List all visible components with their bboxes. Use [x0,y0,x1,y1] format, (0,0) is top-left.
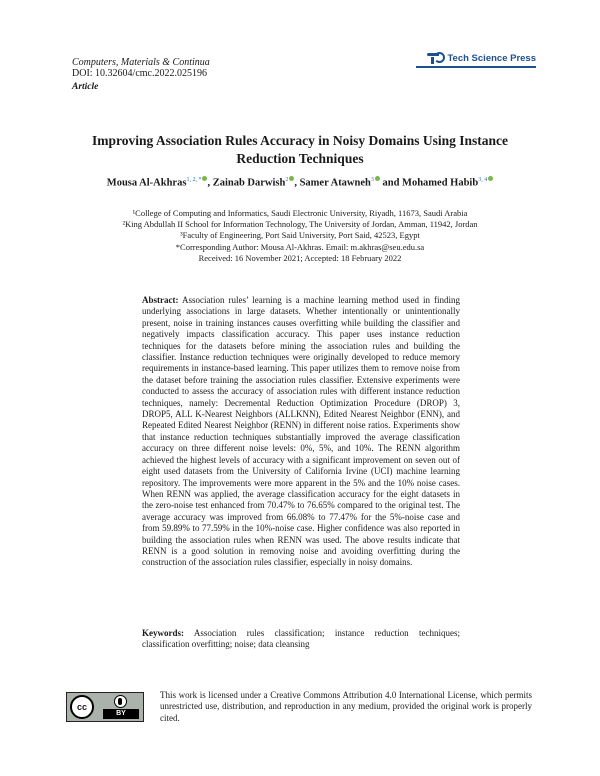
abstract-label: Abstract: [142,295,179,305]
cc-icon: cc [70,695,94,719]
affiliation-line: ¹College of Computing and Informatics, Saudi Electronic University, Riyadh, 11673, Saudi Arabia [132,208,468,218]
cc-by-license-badge[interactable] [66,692,144,722]
publisher-name: Tech Science Press [447,52,536,64]
corresponding-author: *Corresponding Author: Mousa Al-Akhras. Email: m.akhras@seu.edu.sa [175,241,425,252]
author-name: Mousa Al-Akhras [106,177,187,189]
affiliation-line: ²King Abdullah II School for Information Technology, The University of Jordan, Amman, 11942, Jordan [122,219,478,230]
orcid-icon[interactable] [488,176,493,181]
author-name: Samer Atawneh [299,177,371,189]
license-text: This work is licensed under a Creative Commons Attribution 4.0 International License, which permits unrestricted use, distribution, and reproduction in any medium, provided the original work is properly cited. [160,690,532,723]
person-icon [114,695,127,708]
tsp-logo-icon [427,52,445,64]
keywords [142,628,460,651]
by-label: BY [103,709,139,719]
doi[interactable]: DOI: 10.32604/cmc.2022.025196 [72,68,207,79]
abstract [142,295,460,569]
journal-name: Computers, Materials & Continua [72,57,210,68]
publisher-rule [416,66,536,68]
affiliations [70,208,530,264]
abstract-text: Association rules’ learning is a machine learning method used in finding underlying associations in large datasets. Whether intentionally or unintentionally present, noise in training instances causes overfitting while building the classifier and negatively impacts classification accuracy. This paper uses instance reduction techniques for the datasets before mining the association rules and building the classifier. Instance reduction techniques were originally developed to reduce memory requirements in instance-based learning. This paper utilizes them to remove noise from the dataset before training the association rules classifier. Extensive experiments were conducted to assess the accuracy of association rules with different instance reduction techniques, namely: Decremental Reduction Optimization Procedure (DROP) 3, DROP5, ALL K-Nearest Neighbors (ALLKNN), Edited Nearest Neighbor (ENN), and Repeated Edited Nearest Neighbor (RENN) in different noise ratios. Experiments show that instance reduction techniques substantially improved the average classification accuracy on three different noise levels: 0%, 5%, and 10%. The RENN algorithm achieved the highest levels of accuracy with a significant improvement on seven out of eight used datasets from the University of California Irvine (UCI) machine learning repository. The improvements were more apparent in the 5% and the 10% noise cases. When RENN was applied, the average classification accuracy for the eight datasets in the zero-noise test enhanced from 70.47% to 76.65% compared to the original test. The average accuracy was improved from 66.08% to 77.47% for the 5%-noise case and from 59.89% to 77.59% in the 10%-noise case. Higher confidence was also reported in building the association rules when RENN was used. The above results indicate that RENN is a good solution in removing noise and avoiding overfitting during the construction of the association rules classifier, especially in noisy domains. [142,295,460,568]
paper-title: Improving Association Rules Accuracy in Noisy Domains Using Instance Reduction Techniques [91,133,509,166]
author-name: Zainab Darwish [212,177,286,189]
keywords-text: Association rules classification; instance reduction techniques; classification overfitting; noise; data cleansing [142,628,461,650]
keywords-label: Keywords: [142,628,184,638]
article-type: Article [72,82,99,92]
attribution-icon [103,695,139,719]
author-marks: 3 [370,177,374,183]
author-name: Mohamed Habib [402,177,479,189]
author-list: Mousa Al-Akhras$^{1, 2, *}$ , Zainab Darwish$^2$ , Samer Atawneh$^3$ and Mohamed Habib$^{3, 4}$ [70,173,530,191]
author-marks: 3, 4 [478,177,488,183]
publisher-logo[interactable] [427,52,536,64]
affiliation-line: ³Faculty of Engineering, Port Said University, Port Said, 42523, Egypt [180,230,420,241]
author-marks: 1, 2, * [186,177,202,183]
author-marks: 2 [285,177,289,183]
received-accepted-dates: Received: 16 November 2021; Accepted: 18 February 2022 [198,252,402,263]
